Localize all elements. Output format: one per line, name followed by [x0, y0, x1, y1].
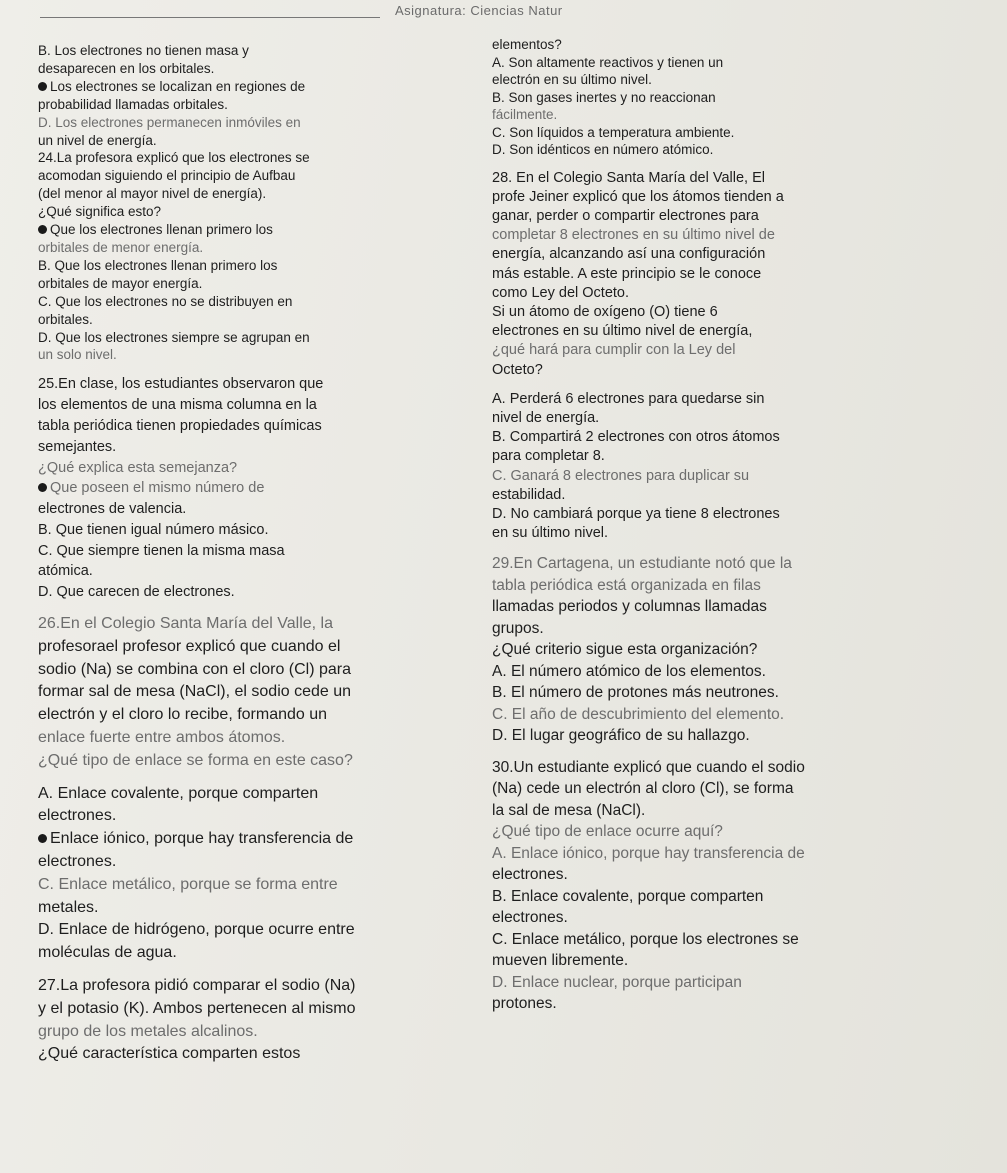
- text-line-content: B. Los electrones no tienen masa y: [38, 43, 249, 58]
- text-line-content: sodio (Na) se combina con el cloro (Cl) para: [38, 660, 352, 678]
- text-line-content: B. Compartirá 2 electrones con otros átomos: [492, 429, 780, 446]
- text-line: [38, 311, 478, 329]
- text-line-content: un nivel de energía.: [38, 132, 157, 148]
- text-line-content: electrones de valencia.: [38, 501, 187, 518]
- text-line-content: semejantes.: [38, 438, 117, 455]
- text-line-content: Que los electrones llenan primero los: [50, 222, 273, 238]
- text-line: [38, 1021, 478, 1044]
- paragraph-gap: [38, 603, 478, 613]
- text-line-content: tabla periódica está organizada en filas: [492, 576, 761, 594]
- text-line-content: ¿Qué significa esto?: [38, 204, 162, 220]
- text-line: [492, 486, 972, 505]
- text-line-content: C. Que siempre tienen la misma masa: [38, 542, 285, 559]
- text-line: [492, 207, 972, 226]
- text-line: [492, 972, 972, 994]
- text-line-content: C. Ganará 8 electrones para duplicar su: [492, 467, 750, 484]
- paragraph-gap: [492, 543, 972, 553]
- text-line: [38, 582, 478, 603]
- text-line-content: orbitales de menor energía.: [38, 239, 204, 255]
- text-line-content: para completar 8.: [492, 448, 605, 465]
- text-line: [38, 346, 478, 364]
- text-line: [38, 998, 478, 1021]
- text-line: [38, 805, 478, 828]
- paragraph-gap: [492, 159, 972, 169]
- text-line-content: fácilmente.: [492, 107, 558, 122]
- text-line-content: D. Enlace de hidrógeno, porque ocurre entre: [38, 921, 355, 939]
- text-line: [38, 828, 478, 851]
- right-column: [492, 36, 972, 1015]
- text-line: [492, 757, 972, 779]
- text-line: [492, 361, 972, 380]
- text-line: [492, 303, 972, 322]
- text-line-content: (del menor al mayor nivel de energía).: [38, 186, 267, 202]
- answer-mark-icon: [38, 483, 47, 492]
- text-line: [492, 467, 972, 486]
- text-line: [38, 132, 478, 150]
- answer-mark-icon: [38, 82, 47, 91]
- paragraph-gap: [38, 773, 478, 783]
- text-line: [492, 188, 972, 207]
- text-line-content: grupos.: [492, 619, 544, 637]
- text-line-content: B. Que los electrones llenan primero los: [38, 257, 278, 273]
- text-line: [38, 275, 478, 293]
- text-line-content: orbitales de mayor energía.: [38, 275, 203, 291]
- text-line: [38, 942, 478, 965]
- text-line-content: tabla periódica tienen propiedades químicas: [38, 417, 322, 434]
- text-line: [38, 783, 478, 806]
- text-line: [492, 447, 972, 466]
- paragraph-gap: [38, 364, 478, 374]
- text-line-content: electrón y el cloro lo recibe, formando un: [38, 706, 328, 724]
- text-line-content: D. No cambiará porque ya tiene 8 electrones: [492, 505, 780, 522]
- text-line: [38, 541, 478, 562]
- text-line-content: 26.En el Colegio Santa María del Valle, la: [38, 615, 333, 633]
- text-line-content: electrones.: [38, 807, 117, 825]
- text-line-content: D. El lugar geográfico de su hallazgo.: [492, 727, 750, 745]
- text-line-content: D. Que carecen de electrones.: [38, 584, 235, 601]
- text-line: [38, 42, 478, 60]
- text-line: [38, 374, 478, 395]
- text-line: [38, 395, 478, 416]
- text-line-content: ¿Qué explica esta semejanza?: [38, 459, 238, 476]
- text-line: [38, 681, 478, 704]
- text-line: [492, 575, 972, 597]
- text-line-content: nivel de energía.: [492, 409, 600, 426]
- text-line: [38, 613, 478, 636]
- answer-mark-icon: [38, 834, 47, 843]
- text-line-content: D. Los electrones permanecen inmóviles en: [38, 114, 301, 130]
- text-line-content: A. Enlace covalente, porque comparten: [38, 784, 319, 802]
- text-line: [38, 897, 478, 920]
- text-line: [492, 864, 972, 886]
- paragraph-gap: [492, 380, 972, 390]
- text-line: [38, 221, 478, 239]
- text-line: [492, 169, 972, 188]
- text-line: [38, 257, 478, 275]
- text-line-content: Enlace iónico, porque hay transferencia de: [50, 830, 354, 848]
- text-line-content: Si un átomo de oxígeno (O) tiene 6: [492, 303, 718, 320]
- text-line-content: enlace fuerte entre ambos átomos.: [38, 729, 286, 747]
- text-line-content: electrones.: [38, 853, 117, 871]
- text-line: [492, 106, 972, 124]
- text-line-content: 28. En el Colegio Santa María del Valle, El: [492, 169, 765, 186]
- text-line-content: protones.: [492, 995, 557, 1013]
- text-line: [38, 499, 478, 520]
- text-line: [38, 239, 478, 257]
- text-line: [38, 636, 478, 659]
- text-line: [492, 428, 972, 447]
- text-line-content: mueven libremente.: [492, 952, 629, 970]
- text-line: [38, 114, 478, 132]
- text-line: [492, 245, 972, 264]
- text-line: [492, 226, 972, 245]
- text-line: [38, 437, 478, 458]
- text-line: [492, 682, 972, 704]
- text-line-content: C. El año de descubrimiento del elemento.: [492, 705, 785, 723]
- text-line: [492, 821, 972, 843]
- text-line-content: D. Son idénticos en número atómico.: [492, 142, 714, 157]
- text-line: [38, 329, 478, 347]
- text-line-content: formar sal de mesa (NaCl), el sodio cede un: [38, 683, 352, 701]
- text-line: [492, 907, 972, 929]
- text-line-content: acomodan siguiendo el principio de Aufbau: [38, 168, 296, 184]
- text-line-content: electrones en su último nivel de energía,: [492, 323, 753, 340]
- subject-header: Asignatura: Ciencias Natur: [395, 3, 563, 18]
- text-line-content: en su último nivel.: [492, 525, 609, 542]
- text-line-content: más estable. A este principio se le conoce: [492, 265, 762, 282]
- text-line: [38, 520, 478, 541]
- text-line-content: grupo de los metales alcalinos.: [38, 1022, 258, 1040]
- text-line: [492, 704, 972, 726]
- text-line-content: como Ley del Octeto.: [492, 284, 630, 301]
- text-line-content: probabilidad llamadas orbitales.: [38, 96, 228, 112]
- text-line: [492, 929, 972, 951]
- text-line: [38, 704, 478, 727]
- text-line-content: 27.La profesora pidió comparar el sodio (Na): [38, 977, 356, 995]
- text-line-content: llamadas periodos y columnas llamadas: [492, 598, 767, 616]
- text-line: [38, 851, 478, 874]
- text-line: [38, 919, 478, 942]
- text-line: [492, 618, 972, 640]
- text-line: [38, 149, 478, 167]
- text-line: [38, 293, 478, 311]
- text-line-content: Los electrones se localizan en regiones de: [50, 78, 306, 94]
- text-line-content: 30.Un estudiante explicó que cuando el sodio: [492, 758, 805, 776]
- text-line: [492, 54, 972, 72]
- text-line-content: B. Enlace covalente, porque comparten: [492, 887, 764, 905]
- text-line-content: D. Que los electrones siempre se agrupan en: [38, 329, 310, 345]
- text-line: [492, 141, 972, 159]
- text-line: [492, 843, 972, 865]
- text-line-content: 29.En Cartagena, un estudiante notó que la: [492, 555, 792, 573]
- text-line: [492, 71, 972, 89]
- text-line-content: ¿Qué tipo de enlace ocurre aquí?: [492, 823, 723, 841]
- text-line-content: profe Jeiner explicó que los átomos tienden a: [492, 188, 784, 205]
- text-line: [492, 284, 972, 303]
- text-line-content: ¿Qué tipo de enlace se forma en este caso?: [38, 751, 353, 769]
- text-line: [492, 725, 972, 747]
- text-line: [492, 778, 972, 800]
- text-line-content: ¿Qué criterio sigue esta organización?: [492, 641, 758, 659]
- text-line: [38, 750, 478, 773]
- text-line: [492, 505, 972, 524]
- text-line-content: atómica.: [38, 563, 93, 580]
- text-line: [38, 1043, 478, 1066]
- text-line-content: B. Son gases inertes y no reaccionan: [492, 89, 716, 105]
- left-column: [38, 42, 478, 1066]
- text-line-content: C. Enlace metálico, porque se forma entre: [38, 875, 338, 893]
- text-line-content: B. Que tienen igual número másico.: [38, 521, 269, 538]
- text-line: [492, 800, 972, 822]
- text-line: [492, 390, 972, 409]
- text-line-content: completar 8 electrones en su último nivel de: [492, 227, 775, 244]
- text-line-content: profesorael profesor explicó que cuando el: [38, 637, 341, 655]
- text-line: [38, 659, 478, 682]
- text-line-content: orbitales.: [38, 311, 93, 327]
- text-line-content: D. Enlace nuclear, porque participan: [492, 973, 742, 991]
- text-line: [38, 96, 478, 114]
- text-line: [492, 950, 972, 972]
- text-line-content: Que poseen el mismo número de: [50, 480, 265, 497]
- text-line-content: A. El número atómico de los elementos.: [492, 662, 766, 680]
- text-line: [38, 167, 478, 185]
- text-line-content: (Na) cede un electrón al cloro (Cl), se forma: [492, 780, 794, 798]
- text-line: [492, 661, 972, 683]
- text-line-content: un solo nivel.: [38, 347, 117, 363]
- text-line-content: moléculas de agua.: [38, 944, 177, 962]
- text-line: [492, 409, 972, 428]
- text-line-content: 25.En clase, los estudiantes observaron que: [38, 376, 324, 393]
- text-line: [492, 524, 972, 543]
- text-line-content: electrones.: [492, 909, 568, 927]
- text-line-content: C. Enlace metálico, porque los electrones se: [492, 930, 799, 948]
- text-line: [38, 561, 478, 582]
- text-line: [492, 124, 972, 142]
- answer-mark-icon: [38, 225, 47, 234]
- text-line: [38, 727, 478, 750]
- text-line: [38, 975, 478, 998]
- text-line-content: metales.: [38, 898, 99, 916]
- text-line-content: B. El número de protones más neutrones.: [492, 684, 779, 702]
- text-line: [38, 416, 478, 437]
- text-line: [38, 478, 478, 499]
- text-line-content: C. Que los electrones no se distribuyen en: [38, 293, 293, 309]
- text-line: [38, 78, 478, 96]
- text-line-content: ¿Qué característica comparten estos: [38, 1045, 301, 1063]
- text-line: [492, 596, 972, 618]
- text-line-content: C. Son líquidos a temperatura ambiente.: [492, 124, 735, 140]
- text-line: [38, 203, 478, 221]
- paragraph-gap: [492, 747, 972, 757]
- text-line-content: estabilidad.: [492, 486, 566, 503]
- text-line-content: los elementos de una misma columna en la: [38, 397, 317, 414]
- text-line: [492, 993, 972, 1015]
- text-line-content: A. Enlace iónico, porque hay transferencia de: [492, 844, 805, 862]
- text-line: [38, 60, 478, 78]
- text-line-content: y el potasio (K). Ambos pertenecen al mismo: [38, 999, 356, 1017]
- text-line-content: A. Son altamente reactivos y tienen un: [492, 54, 724, 70]
- text-line-content: energía, alcanzando así una configuración: [492, 246, 766, 263]
- text-line-content: A. Perderá 6 electrones para quedarse sin: [492, 390, 765, 407]
- text-line: [492, 89, 972, 107]
- text-line-content: elementos?: [492, 37, 562, 52]
- header-rule: [40, 17, 380, 18]
- text-line-content: ganar, perder o compartir electrones para: [492, 207, 759, 224]
- text-line: [38, 458, 478, 479]
- text-line-content: electrón en su último nivel.: [492, 72, 652, 87]
- text-line-content: 24.La profesora explicó que los electrones se: [38, 150, 310, 166]
- text-line: [38, 185, 478, 203]
- text-line-content: desaparecen en los orbitales.: [38, 60, 215, 76]
- text-line-content: la sal de mesa (NaCl).: [492, 801, 646, 819]
- text-line-content: Octeto?: [492, 361, 543, 378]
- paragraph-gap: [38, 965, 478, 975]
- text-line: [492, 553, 972, 575]
- text-line: [492, 265, 972, 284]
- text-line: [492, 639, 972, 661]
- text-line: [38, 874, 478, 897]
- text-line-content: ¿qué hará para cumplir con la Ley del: [492, 342, 736, 359]
- text-line: [492, 322, 972, 341]
- text-line: [492, 886, 972, 908]
- text-line-content: electrones.: [492, 866, 568, 884]
- text-line: [492, 36, 972, 54]
- text-line: [492, 341, 972, 360]
